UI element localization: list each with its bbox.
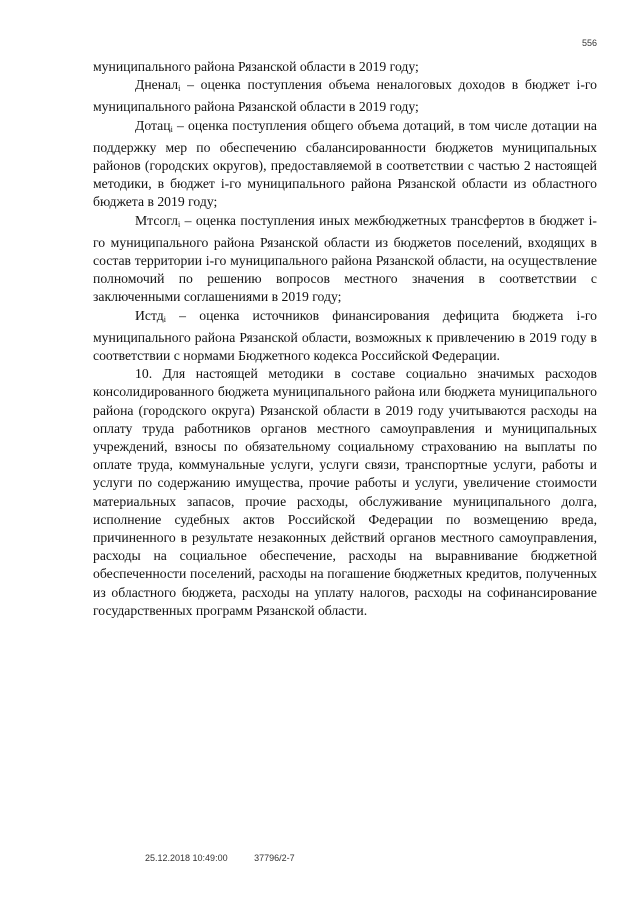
definition-dnenal	[93, 76, 597, 116]
page-number: 556	[582, 38, 598, 48]
definition-text: – оценка поступления иных межбюджетных трансфертов в бюджет i-го муниципального района Рязанской области из бюджетов поселений, входящих в состав территории i-го муниципального района Рязанской области, на осуществление полномочий по решению вопросов местного значения в соответствии с заключенными соглашениями в 2019 году;	[93, 212, 597, 305]
term-subscript: i	[178, 219, 181, 229]
footer-doc-code: 37796/2-7	[254, 853, 295, 863]
document-body	[93, 58, 597, 620]
paragraph-continuation	[93, 58, 597, 76]
paragraph-text: муниципального района Рязанской области в 2019 году;	[93, 59, 419, 74]
term-subscript: i	[178, 84, 181, 94]
term: Мтсогл	[135, 212, 178, 228]
footer-timestamp: 25.12.2018 10:49:00	[145, 853, 228, 863]
definition-istd	[93, 307, 597, 366]
definition-text: – оценка источников финансирования дефицита бюджета i-го муниципального района Рязанской области, возможных к привлечению в 2019 году в соответствии с нормами Бюджетного кодекса Российской Федерации.	[93, 307, 597, 364]
definition-text: – оценка поступления общего объема дотаций, в том числе дотации на поддержку мер по обеспечению сбалансированности бюджетов муниципальных районов (городских округов), предоставляемой в соответствии с частью 2 настоящей методики, в бюджет i-го муниципального района Рязанской области из областного бюджета в 2019 году;	[93, 117, 597, 210]
definition-mtsogl	[93, 212, 597, 307]
term-subscript: i	[163, 314, 166, 324]
definition-dotac	[93, 117, 597, 212]
footer	[145, 853, 319, 863]
paragraph-text: 10. Для настоящей методики в составе социально значимых расходов консолидированного бюджета муниципального района или бюджета муниципального района (городского округа) Рязанской области в 2019 году учитываются расходы на оплату труда работников органов местного самоуправления и муниципальных учреждений, взносы по обязательному социальному страхованию на выплаты по оплате труда, коммунальные услуги, услуги связи, транспортные услуги, работы и услуги по содержанию имущества, прочие работы и услуги, увеличение стоимости материальных запасов, прочие расходы, обслуживание муниципального долга, исполнение судебных актов Российской Федерации по возмещению вреда, причиненного в результате незаконных действий органов местного самоуправления, расходы на социальное обеспечение, расходы на выравнивание бюджетной обеспеченности поселений, расходы на погашение бюджетных кредитов, полученных из областного бюджета, расходы на уплату налогов, расходы на софинансирование государственных программ Рязанской области.	[93, 366, 597, 618]
section-10	[93, 365, 597, 620]
term: Дотац	[135, 117, 171, 133]
term-subscript: i	[170, 124, 173, 134]
term: Дненал	[135, 77, 179, 93]
term: Истд	[135, 307, 164, 323]
definition-text: – оценка поступления объема неналоговых доходов в бюджет i-го муниципального района Рязанской области в 2019 году;	[93, 77, 597, 115]
